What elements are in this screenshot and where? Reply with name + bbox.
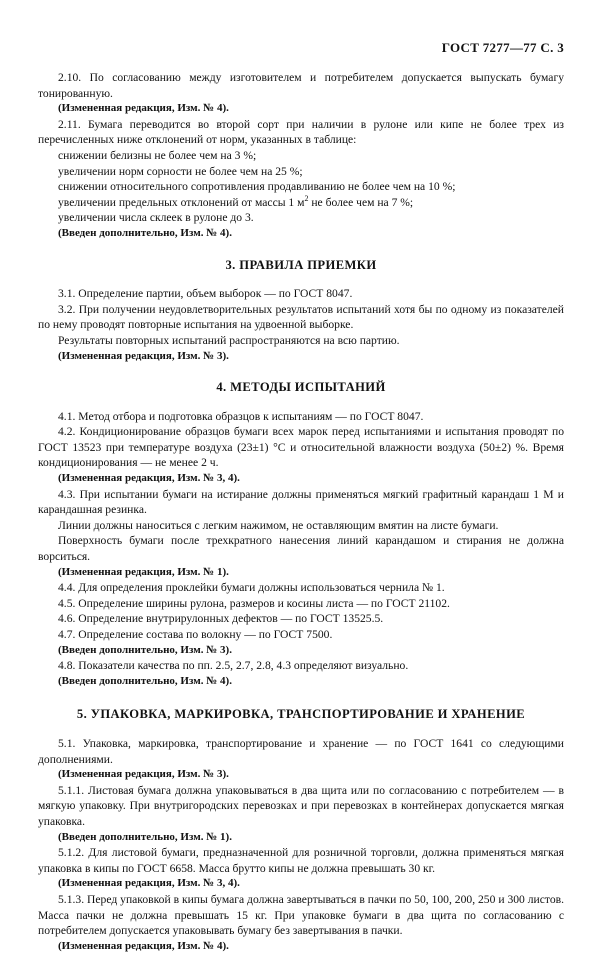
amendment-note: (Измененная редакция, Изм. № 1). — [58, 565, 229, 578]
amendment-note: (Введен дополнительно, Изм. № 3). — [58, 643, 232, 656]
document-body — [38, 70, 564, 954]
amendment-note: (Введен дополнительно, Изм. № 1). — [58, 830, 232, 843]
section-3-title: 3. ПРАВИЛА ПРИЕМКИ — [225, 257, 377, 272]
list-item: снижении белизны не более чем на 3 %; — [58, 148, 257, 162]
section-4-title: 4. МЕТОДЫ ИСПЫТАНИЙ — [216, 380, 386, 395]
clause-3-1: 3.1. Определение партии, объем выборок — по ГОСТ 8047. — [58, 287, 353, 301]
clause-4-3-text: Линии должны наноситься с легким нажимом, не оставляющим вмятин на листе бумаги. — [58, 518, 499, 532]
clause-4-3: 4.3. При испытании бумаги на истирание должны применяться мягкий графитный карандаш 1 М и карандашная резинка. — [38, 487, 564, 517]
clause-3-2: 3.2. При получении неудовлетворительных результатов испытаний хотя бы по одному из показателей по нему проводят повторные испытания на удвоенной выборке. — [38, 302, 564, 332]
amendment-note: (Измененная редакция, Изм. № 4). — [58, 102, 229, 115]
clause-5-1-3: 5.1.3. Перед упаковкой в кипы бумага должна завертываться в пачки по 50, 100, 200, 250 и 300 листов. Масса пачки не должна превышать 15 кг. При упаковке бумаги в два щита по согласованию с потребителем допускается упаковывать бумагу без завертывания в пачки. — [38, 892, 564, 938]
amendment-note: (Измененная редакция, Изм. № 4). — [58, 939, 229, 952]
section-5-title: 5. УПАКОВКА, МАРКИРОВКА, ТРАНСПОРТИРОВАНИЕ И ХРАНЕНИЕ — [76, 707, 526, 722]
clause-4-8: 4.8. Показатели качества по пп. 2.5, 2.7, 2.8, 4.3 определяют визуально. — [58, 659, 409, 673]
list-item: увеличении числа склеек в рулоне до 3. — [58, 211, 254, 225]
clause-5-1-2: 5.1.2. Для листовой бумаги, предназначенной для розничной торговли, должна применяться мягкая упаковка в кипы по ГОСТ 6658. Масса брутто кипы не должна превышать 30 кг. — [38, 846, 564, 875]
clause-2-11: 2.11. Бумага переводится во второй сорт при наличии в рулоне или кипе не более трех из перечисленных ниже отклонений от норм, указанных в таблице: — [38, 117, 564, 147]
clause-4-3-text: Поверхность бумаги после трехкратного нанесения линий карандашом и стирания не должна ворситься. — [38, 534, 564, 564]
clause-4-1: 4.1. Метод отбора и подготовка образцов к испытаниям — по ГОСТ 8047. — [58, 409, 424, 423]
clause-4-4: 4.4. Для определения проклейки бумаги должны использоваться чернила № 1. — [58, 581, 445, 595]
clause-4-7: 4.7. Определение состава по волокну — по ГОСТ 7500. — [58, 628, 333, 641]
page-header: ГОСТ 7277—77 С. 3 — [441, 40, 564, 55]
amendment-note: (Измененная редакция, Изм. № 3, 4). — [58, 877, 240, 890]
amendment-note: (Измененная редакция, Изм. № 3). — [58, 768, 229, 781]
amendment-note: (Измененная редакция, Изм. № 3). — [58, 349, 229, 362]
clause-2-10: 2.10. По согласованию между изготовителем и потребителем допускается выпускать бумагу тонированную. — [38, 71, 564, 100]
clause-4-2: 4.2. Кондиционирование образцов бумаги всех марок перед испытаниями и испытания проводят по ГОСТ 13523 при температуре воздуха (23±1) °С и относительной влажности воздуха (50±2) %. Время кондиционирования — не менее 2 ч. — [38, 425, 564, 470]
list-item — [38, 195, 564, 211]
amendment-note: (Введен дополнительно, Изм. № 4). — [58, 674, 232, 687]
list-item: увеличении норм сорности не более чем на 25 %; — [58, 164, 303, 178]
list-item-text: не более чем на 7 %; — [308, 195, 414, 209]
clause-4-5: 4.5. Определение ширины рулона, размеров и косины листа — по ГОСТ 21102. — [58, 596, 450, 610]
superscript: 2 — [304, 193, 309, 203]
list-item: снижении относительного сопротивления продавливанию не более чем на 10 %; — [58, 180, 456, 194]
list-item-text: увеличении предельных отклонений от массы 1 м — [58, 195, 305, 209]
clause-4-6: 4.6. Определение внутрирулонных дефектов — по ГОСТ 13525.5. — [58, 612, 384, 626]
clause-5-1: 5.1. Упаковка, маркировка, транспортирование и хранение — по ГОСТ 1641 со следующими дополнениями. — [38, 736, 564, 766]
amendment-note: (Измененная редакция, Изм. № 3, 4). — [58, 472, 240, 485]
clause-3-2-text: Результаты повторных испытаний распространяются на всю партию. — [58, 333, 400, 347]
clause-5-1-1: 5.1.1. Листовая бумага должна упаковываться в два щита или по согласованию с потребителем — в мягкую упаковку. При внутригородских перевозках и при перевозках в контейнерах допускается мягкая упаковка. — [38, 783, 564, 828]
amendment-note: (Введен дополнительно, Изм. № 4). — [58, 226, 232, 239]
